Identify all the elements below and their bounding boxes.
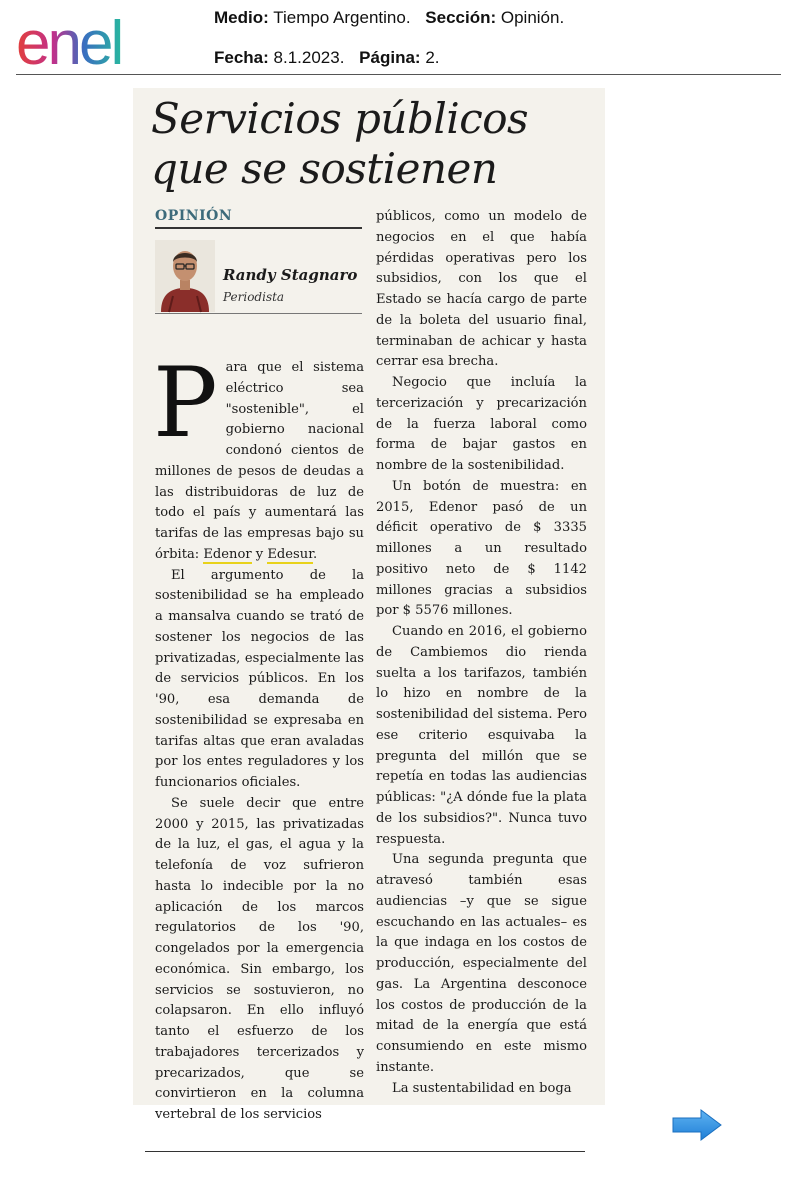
pagina-value: 2. [425,48,440,67]
fecha-value: 8.1.2023. [273,48,345,67]
paragraph-2: El argumento de la sostenibilidad se ha empleado a mansalva cuando se trató de sostener los negocios de las privatizadas, especialmente las de servicios públicos. En los '90, esa demanda de sostenibilidad se expresaba en tarifas altas que eran avaladas por los entes reguladores y los funcionarios oficiales. [155,567,364,790]
paragraph-5: Un botón de muestra: en 2015, Edenor pasó de un déficit operativo de $ 3335 millones a un resultado positivo neto de $ 1142 millones gracias a subsidios por $ 5576 millones. [376,478,587,619]
link-edesur[interactable]: Edesur [267,546,314,562]
paragraph-3-continued: públicos, como un modelo de negocios en el que había pérdidas operativas pero los subsidios, con los que el Estado se hacía cargo de parte de la boleta del usuario final, terminaban de achicar y hasta cerrar esa brecha. [376,209,587,370]
paragraph-7: Una segunda pregunta que atravesó también esas audiencias –y que se sigue escuchando en las actuales– es la que indaga en los costos de producción, especialmente del gas. La Argentina desconoce los costos de producción de la mitad de la energía que está consumiendo en este mismo instante. [376,852,587,1075]
author-byline [155,238,362,314]
paragraph-1-text: ara que el sistema eléctrico sea "sostenible", el gobierno nacional condonó cientos de millones de pesos de deudas a las distribuidoras de luz de todo el país y aumentará las tarifas de las empresas bajo su órbita: [155,360,364,562]
link-edenor[interactable]: Edenor [203,546,252,562]
title-line-1: Servicios públicos [151,94,529,143]
arrow-right-icon[interactable] [671,1108,723,1142]
paragraph-1-end: . [313,546,318,562]
paragraph-8: La sustentabilidad en boga [392,1080,572,1096]
paragraph-1 [153,347,364,566]
paragraph-1-conjunction: y [251,546,268,562]
article-column-2 [376,207,587,1099]
svg-text:enel: enel [16,9,122,78]
paragraph-3: Se suele decir que entre 2000 y 2015, las privatizadas de la luz, el gas, el agua y la telefonía de voz sufrieron hasta lo indecible por la no aplicación de los marcos regulatorios de los '90, congelados por la emergencia económica. Sin embargo, los servicios se sostuvieron, no colapsaron. En ello influyó tanto el esfuerzo de los trabajadores tercerizados y precarizados, que se convirtieron en la columna vertebral de los servicios [155,795,364,1122]
header-divider [16,74,781,75]
meta-line-1 [214,8,564,28]
paragraph-6: Cuando en 2016, el gobierno de Cambiemos dio rienda suelta a los tarifazos, también lo hizo en nombre de la sostenibilidad del sistema. Pero ese criterio esquivaba la pregunta del millón que se repetía en todas las audiencias públicas: "¿A dónde fue la plata de los subsidios?". Nunca tuvo respuesta. [376,624,587,847]
section-label: OPINIÓN [155,208,362,229]
seccion-value: Opinión. [500,8,565,27]
author-name: Randy Stagnaro [223,266,358,284]
paragraph-4: Negocio que incluía la tercerización y precarización de la fuerza laboral como forma de bajar gastos en nombre de la sostenibilidad. [376,375,587,473]
meta-line-2 [214,48,440,68]
article-title [151,94,591,194]
fecha-label: Fecha: [214,48,269,67]
footer-divider [145,1151,585,1152]
drop-cap: P [153,347,218,459]
medio-value: Tiempo Argentino. [273,8,411,27]
article-column-1 [153,347,364,1126]
author-role: Periodista [223,290,285,304]
title-line-2: que se sostienen [151,144,498,193]
pagina-label: Página: [359,48,421,67]
enel-logo [14,9,174,78]
seccion-label: Sección: [425,8,497,27]
article-clipping [133,88,605,1122]
medio-label: Medio: [214,8,269,27]
author-photo [155,240,215,312]
